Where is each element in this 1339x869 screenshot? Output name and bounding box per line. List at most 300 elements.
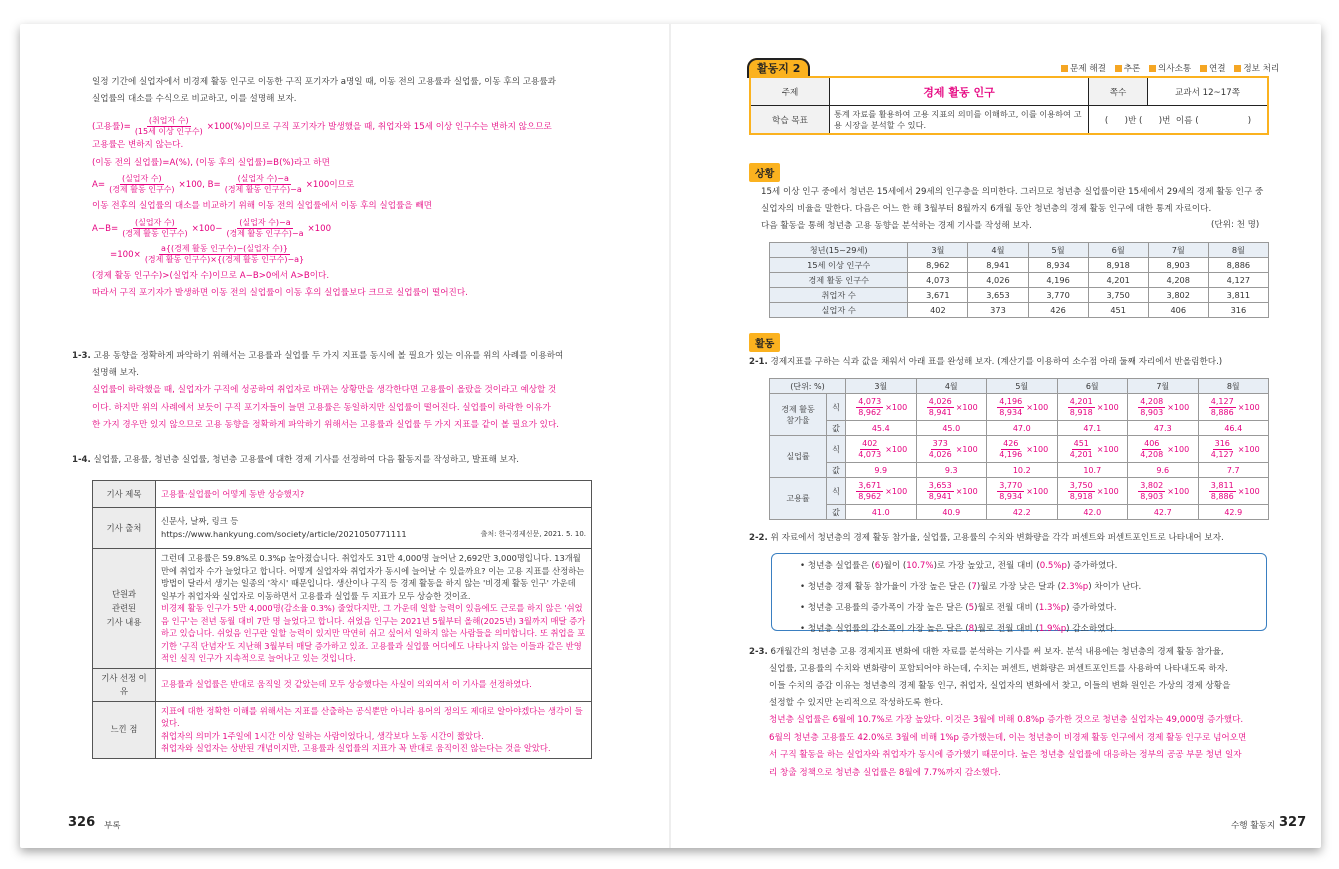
value-label: 값 bbox=[827, 421, 846, 436]
summary-line bbox=[800, 619, 1266, 640]
fraction bbox=[1209, 439, 1236, 460]
summary-text: • 청년층 실업률의 감소폭이 가장 높은 달은 ( bbox=[800, 624, 969, 634]
table-cell: 4,127 bbox=[1208, 273, 1268, 288]
question-text: 경제지표를 구하는 식과 값을 채워서 아래 표를 완성해 보자. (계산기를 이용하여 소수점 아래 둘째 자리에서 반올림한다.) bbox=[770, 357, 1223, 367]
article-content-cell bbox=[156, 549, 592, 669]
formula-label: 식 bbox=[827, 478, 846, 505]
answer-line-7 bbox=[92, 242, 652, 268]
summary-answer: 6 bbox=[874, 561, 881, 571]
section-tag: 상황 bbox=[749, 163, 780, 182]
column-header: 8월 bbox=[1198, 379, 1269, 394]
skill-marker-icon bbox=[1149, 65, 1156, 72]
multiplier: ×100 bbox=[1237, 402, 1260, 412]
fraction bbox=[1068, 397, 1095, 418]
column-header: 6월 bbox=[1057, 379, 1128, 394]
page-number: 327 bbox=[1279, 815, 1307, 830]
skill-marker-icon bbox=[1200, 65, 1207, 72]
numerator: 4,026 bbox=[928, 396, 952, 406]
column-header: 7월 bbox=[1128, 379, 1199, 394]
table-cell: 8,934 bbox=[1028, 258, 1088, 273]
table-cell: 3,671 bbox=[908, 288, 968, 303]
value-cell: 42.0 bbox=[1057, 505, 1128, 520]
summary-text: )월로 전월 대비 ( bbox=[974, 603, 1039, 613]
denominator: (경제 활동 인구수) bbox=[122, 228, 188, 238]
row-header: 기사 선정 이유 bbox=[93, 668, 156, 701]
row-header: 느낀 점 bbox=[93, 701, 156, 758]
formula-cell bbox=[916, 436, 987, 463]
summary-answer: 10.7% bbox=[906, 561, 934, 571]
answer-line-6 bbox=[92, 216, 652, 242]
table-row bbox=[93, 668, 592, 701]
value-label: 값 bbox=[827, 505, 846, 520]
column-header: 3월 bbox=[846, 379, 917, 394]
article-reason-value: 고용률과 실업률은 반대로 움직일 것 같았는데 모두 상승했다는 사실이 의외여서 이 기사를 선정하였다. bbox=[156, 668, 592, 701]
denominator: 4,201 bbox=[1069, 449, 1093, 459]
value-cell: 47.0 bbox=[987, 421, 1058, 436]
value-cell: 9.3 bbox=[916, 463, 987, 478]
multiplier: ×100 bbox=[885, 486, 908, 496]
answer-line: 서 구직 활동을 하는 실업자와 취업자가 동시에 증가했기 때문이다. 높은 청년층 실업률에 대응하는 정부의 공공 부문 청년 일자 bbox=[769, 750, 1242, 760]
numerator: 451 bbox=[1073, 438, 1089, 448]
numerator: 373 bbox=[932, 438, 948, 448]
summary-text: )로 가장 높았고, 전월 대비 ( bbox=[933, 561, 1040, 571]
question-1-3 bbox=[72, 348, 652, 435]
fraction bbox=[1138, 481, 1165, 502]
indicator-name: 고용률 bbox=[770, 478, 827, 520]
summary-text: ) 차이가 난다. bbox=[1088, 582, 1142, 592]
left-page bbox=[20, 24, 670, 848]
denominator: (15세 이상 인구수) bbox=[134, 127, 203, 136]
table-row bbox=[93, 549, 592, 669]
fraction bbox=[223, 174, 304, 195]
question-text: 고용 동향을 정확하게 파악하기 위해서는 고용률과 실업률 두 가지 지표를 동시에 볼 필요가 있는 이유를 위의 사례를 이용하여 bbox=[93, 351, 564, 361]
text: A−B= bbox=[92, 223, 119, 234]
numerator: (실업자 수) bbox=[135, 217, 175, 227]
summary-line bbox=[800, 577, 1266, 598]
formula-cell bbox=[846, 436, 917, 463]
multiplier: ×100 bbox=[885, 402, 908, 412]
summary-answer: 1.3%p bbox=[1038, 603, 1067, 613]
table-cell: 3,750 bbox=[1088, 288, 1148, 303]
youth-data-table bbox=[769, 242, 1269, 318]
answer-line-4 bbox=[92, 172, 652, 198]
numerator: (실업자 수) bbox=[121, 174, 162, 183]
denominator: (경제 활동 인구수)−a bbox=[226, 228, 304, 238]
question-number: 2-3. bbox=[749, 647, 768, 657]
summary-line bbox=[800, 598, 1266, 619]
skill-label: 문제 해결 bbox=[1070, 64, 1106, 74]
numerator: 3,811 bbox=[1210, 480, 1234, 490]
fraction bbox=[107, 174, 176, 195]
summary-text: • 청년층 경제 활동 참가율이 가장 높은 달은 ( bbox=[800, 582, 972, 592]
fraction bbox=[1209, 481, 1236, 502]
summary-text: )월이 ( bbox=[880, 561, 907, 571]
multiplier: ×100 bbox=[1026, 402, 1049, 412]
fraction bbox=[1209, 397, 1236, 418]
fraction bbox=[1068, 481, 1095, 502]
numerator: (실업자 수)−a bbox=[239, 217, 291, 227]
worksheet-badge: 활동지 2 bbox=[747, 58, 810, 78]
article-worksheet-table bbox=[92, 480, 592, 759]
denominator: 4,127 bbox=[1210, 449, 1234, 459]
value-cell: 9.9 bbox=[846, 463, 917, 478]
text-line: 15세 이상 인구 중에서 청년은 15세에서 29세의 인구층을 의미한다. 그러므로 청년층 실업률이란 15세에서 29세의 경제 활동 인구 중 bbox=[761, 187, 1264, 197]
formula-cell bbox=[987, 478, 1058, 505]
denominator: 4,196 bbox=[999, 449, 1023, 459]
table-cell: 3,770 bbox=[1028, 288, 1088, 303]
denominator: 4,026 bbox=[928, 449, 952, 459]
formula-cell bbox=[1057, 478, 1128, 505]
formula-cell bbox=[987, 436, 1058, 463]
skill-label: 연결 bbox=[1208, 64, 1226, 74]
indicator-calc-table bbox=[769, 378, 1269, 520]
section-tag: 활동 bbox=[749, 333, 780, 352]
text: (고용률)= bbox=[92, 122, 131, 132]
table-cell: 4,201 bbox=[1088, 273, 1148, 288]
row-header: 경제 활동 인구수 bbox=[770, 273, 908, 288]
fraction bbox=[927, 481, 954, 502]
fraction bbox=[1138, 397, 1165, 418]
value-cell: 45.0 bbox=[916, 421, 987, 436]
text: ×100(%)이므로 구직 포기자가 발생했을 때, 취업자와 15세 이상 인구수는 변하지 않으므로 bbox=[206, 122, 552, 132]
fraction bbox=[120, 218, 189, 239]
column-header: 7월 bbox=[1148, 243, 1208, 258]
formula-cell bbox=[987, 394, 1058, 421]
source-url: https://www.hankyung.com/society/article/2021050771111 bbox=[161, 529, 407, 539]
feel-line: 취업자의 의미가 1주일에 1시간 이상 일하는 사람이었다니, 생각보다 노동 시간이 짧았다. bbox=[161, 730, 484, 741]
numerator: (취업자 수) bbox=[148, 116, 189, 125]
formula-cell bbox=[916, 394, 987, 421]
text: ×100이므로 bbox=[305, 180, 355, 190]
fraction bbox=[1068, 439, 1095, 460]
value-cell: 40.9 bbox=[916, 505, 987, 520]
row-header: 기사 출처 bbox=[93, 508, 156, 549]
table-cell: 4,196 bbox=[1028, 273, 1088, 288]
answer-line-8: (경제 활동 인구수)>(실업자 수)이므로 A−B>0에서 A>B이다. bbox=[92, 270, 330, 281]
multiplier: ×100 bbox=[1026, 444, 1049, 454]
table-cell: 316 bbox=[1208, 303, 1268, 318]
table-cell: 8,886 bbox=[1208, 258, 1268, 273]
multiplier: ×100 bbox=[1237, 486, 1260, 496]
answer-line: 실업률이 하락했을 때, 실업자가 구직에 성공하여 취업자로 바뀌는 상황만을 생각한다면 고용률이 올랐을 것이라고 예상할 것 bbox=[92, 385, 557, 395]
denominator: 8,934 bbox=[999, 407, 1023, 417]
table-cell: 451 bbox=[1088, 303, 1148, 318]
denominator: 8,934 bbox=[999, 491, 1023, 501]
numerator: (실업자 수)−a bbox=[237, 174, 289, 183]
question-text: 실업률, 고용률의 수치와 변화량이 포함되어야 하는데, 수치는 퍼센트, 변화량은 퍼센트포인트를 사용하여 나타내도록 하자. bbox=[769, 664, 1228, 674]
denominator: 8,962 bbox=[858, 407, 882, 417]
fraction bbox=[997, 481, 1024, 502]
multiplier: ×100 bbox=[955, 486, 978, 496]
question-number: 1-3. bbox=[72, 351, 91, 361]
row-header: 취업자 수 bbox=[770, 288, 908, 303]
summary-text: ) 증가하였다. bbox=[1066, 561, 1118, 571]
intro-line: 실업률의 대소를 수식으로 비교하고, 이를 설명해 보자. bbox=[92, 94, 297, 104]
table-cell: 3,653 bbox=[968, 288, 1028, 303]
fraction bbox=[856, 439, 883, 460]
column-header: 8월 bbox=[1208, 243, 1268, 258]
answer-line: 청년층 실업률은 6월에 10.7%로 가장 높았다. 이것은 3월에 비해 0.8%p 증가한 것으로 청년층 실업자는 49,000명 증가했다. bbox=[769, 715, 1244, 725]
text: ×100− bbox=[191, 223, 223, 234]
article-feel-cell bbox=[156, 701, 592, 758]
value-cell: 42.2 bbox=[987, 505, 1058, 520]
column-header: 청년(15~29세) bbox=[770, 243, 908, 258]
question-2-3 bbox=[749, 644, 1294, 782]
summary-text: )월로 전월 대비 ( bbox=[974, 624, 1039, 634]
column-header: 5월 bbox=[1028, 243, 1088, 258]
value-cell: 47.3 bbox=[1128, 421, 1199, 436]
denominator: 4,073 bbox=[858, 449, 882, 459]
multiplier: ×100 bbox=[885, 444, 908, 454]
question-text: 6개월간의 청년층 고용 경제지표 변화에 대한 자료를 분석하는 기사를 써 보자. 분석 내용에는 청년층의 경제 활동 참가율, bbox=[770, 647, 1224, 657]
value-cell: 42.7 bbox=[1128, 505, 1199, 520]
summary-text: ) 증가하였다. bbox=[1066, 603, 1117, 613]
situation-text bbox=[761, 184, 1281, 235]
value-cell: 10.2 bbox=[987, 463, 1058, 478]
fraction bbox=[997, 397, 1024, 418]
source-hint: 신문사, 날짜, 링크 등 bbox=[161, 516, 239, 526]
value-cell: 47.1 bbox=[1057, 421, 1128, 436]
table-row bbox=[750, 77, 1268, 106]
summary-answer: 0.5%p bbox=[1039, 561, 1067, 571]
denominator: 8,941 bbox=[928, 491, 952, 501]
skill-label: 의사소통 bbox=[1158, 64, 1192, 74]
question-2-1 bbox=[749, 354, 1289, 371]
row-header: 단원과 관련된 기사 내용 bbox=[93, 549, 156, 669]
formula-cell bbox=[916, 478, 987, 505]
answer-line-9: 따라서 구직 포기자가 발생하면 이동 전의 실업률이 이동 후의 실업률보다 크므로 실업률이 떨어진다. bbox=[92, 288, 468, 298]
value-cell: 42.9 bbox=[1198, 505, 1269, 520]
table-cell: 406 bbox=[1148, 303, 1208, 318]
article-content-highlight: 비경제 활동 인구가 5만 4,000명(감소율 0.3%) 줄었다지만, 그 가운데 일할 능력이 있음에도 근로를 하지 않은 '쉬었음 인구'는 전년 동월 대비 7만 명 늘었다고 합니다. 쉬었음 인구는 2021년 5월부터 올해(2025년) 3월까지 매달 증가하고 있습니다. 쉬었음 인구란 일할 능력이 있지만 막연히 쉬고 싶어서 일하지 않는 사람들을 의미합니다. 또 취업을 포기한 '구직 단념자'도 지난해 3월부터 매달 증가하고 있죠. 고용률과 실업률 어디에도 나타나지 않는 이들과 같은 반영적인 실직 인구가 지속적으로 늘어나고 있는 것입니다. bbox=[161, 603, 586, 663]
formula-cell bbox=[846, 478, 917, 505]
indicator-name: 실업률 bbox=[770, 436, 827, 478]
feel-line: 지표에 대한 정확한 이해를 위해서는 지표를 산출하는 공식뿐만 아니라 용어의 정의도 제대로 알아야겠다는 생각이 들었다. bbox=[161, 705, 583, 728]
fraction bbox=[143, 244, 306, 265]
goal-label: 학습 목표 bbox=[750, 106, 830, 135]
formula-cell bbox=[1198, 478, 1269, 505]
column-header: 3월 bbox=[908, 243, 968, 258]
unit-note: (단위: 천 명) bbox=[1211, 220, 1260, 230]
numerator: 406 bbox=[1144, 438, 1160, 448]
answer-line-5: 이동 전후의 실업률의 대소를 비교하기 위해 이동 전의 실업률에서 이동 후의 실업률을 빼면 bbox=[92, 201, 432, 211]
table-row bbox=[93, 701, 592, 758]
formula-cell bbox=[846, 394, 917, 421]
table-cell: 373 bbox=[968, 303, 1028, 318]
answer-line: 리 창출 정책으로 청년층 실업률은 8월에 7.7%까지 감소했다. bbox=[769, 767, 1001, 778]
table-row bbox=[93, 508, 592, 549]
page-section: 부록 bbox=[104, 821, 121, 831]
column-header: 6월 bbox=[1088, 243, 1148, 258]
summary-text: • 청년층 고용률의 증가폭이 가장 높은 달은 ( bbox=[800, 603, 969, 613]
page-number: 326 bbox=[68, 815, 96, 830]
numerator: 3,770 bbox=[999, 480, 1023, 490]
value-label: 값 bbox=[827, 463, 846, 478]
answer-line: 이다. 하지만 위의 사례에서 보듯이 구직 포기자들이 늘면 고용률은 동일하지만 실업률이 떨어진다. 실업률이 하락한 이유가 bbox=[92, 402, 551, 413]
table-row bbox=[770, 303, 1269, 318]
question-text: 설명해 보자. bbox=[92, 368, 139, 378]
answer-block bbox=[92, 116, 652, 303]
article-source-cell bbox=[156, 508, 592, 549]
multiplier: ×100 bbox=[1167, 486, 1190, 496]
denominator: 8,903 bbox=[1140, 407, 1164, 417]
question-2-2 bbox=[749, 530, 1289, 547]
denominator: 8,918 bbox=[1069, 407, 1093, 417]
formula-cell bbox=[1057, 394, 1128, 421]
table-cell: 3,802 bbox=[1148, 288, 1208, 303]
summary-text: ) 감소하였다. bbox=[1066, 624, 1117, 634]
multiplier: ×100 bbox=[1096, 486, 1119, 496]
multiplier: ×100 bbox=[1026, 486, 1049, 496]
denominator: (경제 활동 인구수) bbox=[109, 185, 175, 194]
formula-cell bbox=[1128, 436, 1199, 463]
numerator: 3,750 bbox=[1069, 480, 1093, 490]
text: ×100 bbox=[307, 223, 332, 234]
fraction bbox=[224, 218, 305, 239]
answer-line-2: 고용률은 변하지 않는다. bbox=[92, 140, 184, 150]
text-line: 다음 활동을 통해 청년층 고용 동향을 분석하는 경제 기사를 작성해 보자. bbox=[761, 221, 1032, 231]
student-info: ( )반 ( )번 이름 ( ) bbox=[1089, 106, 1269, 135]
formula-row bbox=[770, 436, 1269, 463]
text-line: 실업자의 비율을 말한다. 다음은 어느 한 해 3월부터 8월까지 6개월 동안 청년층의 경제 활동 인구에 대한 통계 자료이다. bbox=[761, 204, 1212, 214]
table-cell: 4,073 bbox=[908, 273, 968, 288]
multiplier: ×100 bbox=[1096, 402, 1119, 412]
question-text: 위 자료에서 청년층의 경제 활동 참가율, 실업률, 고용률의 수치와 변화량을 각각 퍼센트와 퍼센트포인트로 나타내어 보자. bbox=[770, 533, 1224, 543]
multiplier: ×100 bbox=[1096, 444, 1119, 454]
denominator: 8,886 bbox=[1210, 491, 1234, 501]
fraction bbox=[927, 397, 954, 418]
formula-row bbox=[770, 478, 1269, 505]
value-cell: 41.0 bbox=[846, 505, 917, 520]
multiplier: ×100 bbox=[1167, 444, 1190, 454]
table-header-row bbox=[770, 243, 1269, 258]
value-cell: 10.7 bbox=[1057, 463, 1128, 478]
summary-answer: 8 bbox=[968, 624, 975, 634]
answer-line-1 bbox=[92, 116, 652, 137]
denominator: 8,903 bbox=[1140, 491, 1164, 501]
row-header: 기사 제목 bbox=[93, 481, 156, 508]
numerator: 3,671 bbox=[858, 480, 882, 490]
column-header: 4월 bbox=[916, 379, 987, 394]
worksheet-header-table bbox=[749, 76, 1269, 135]
feel-line: 취업자와 실업자는 상반된 개념이지만, 고용률과 실업률의 지표가 꼭 반대로 움직이진 않는다는 것을 알았다. bbox=[161, 743, 551, 753]
denominator: (경제 활동 인구수)×{(경제 활동 인구수)−a} bbox=[144, 254, 305, 264]
denominator: 4,208 bbox=[1140, 449, 1164, 459]
question-text: 설정할 수 있지만 논리적으로 작성하도록 한다. bbox=[769, 698, 944, 708]
activity-label bbox=[749, 332, 780, 352]
row-header: 실업자 수 bbox=[770, 303, 908, 318]
table-cell: 8,903 bbox=[1148, 258, 1208, 273]
question-text: 이들 수치의 증감 이유는 청년층의 경제 활동 인구, 취업자, 실업자의 변화에서 찾고, 이들의 변화 원인은 가상의 경제 상황을 bbox=[769, 681, 1231, 691]
answer-line: 한 가지 경우만 있지 않으므로 고용 동향을 정확하게 파악하기 위해서는 고용률과 실업률 두 가지 지표를 같이 볼 필요가 있다. bbox=[92, 420, 559, 430]
pages-value: 교과서 12~17쪽 bbox=[1148, 77, 1269, 106]
formula-cell bbox=[1128, 478, 1199, 505]
summary-answer: 2.3%p bbox=[1060, 582, 1089, 592]
answer-line: 6월의 청년층 고용률도 42.0%로 3월에 비해 1%p 증가했는데, 이는 청년층이 비경제 활동 인구에서 경제 활동 인구로 넘어오면 bbox=[769, 732, 1247, 743]
table-cell: 3,811 bbox=[1208, 288, 1268, 303]
summary-answer: 1.9%p bbox=[1038, 624, 1067, 634]
formula-label: 식 bbox=[827, 394, 846, 421]
fraction bbox=[856, 481, 883, 502]
goal-value: 통계 자료를 활용하여 고용 지표의 의미를 이해하고, 이를 이용하여 고용 시장을 분석할 수 있다. bbox=[830, 106, 1089, 135]
table-row bbox=[770, 273, 1269, 288]
multiplier: ×100 bbox=[955, 402, 978, 412]
numerator: 316 bbox=[1214, 438, 1230, 448]
numerator: 3,802 bbox=[1140, 480, 1164, 490]
numerator: a{(경제 활동 인구수)−(실업자 수)} bbox=[161, 243, 288, 253]
denominator: 8,941 bbox=[928, 407, 952, 417]
summary-line bbox=[800, 556, 1266, 577]
skills-legend bbox=[1055, 62, 1279, 74]
formula-cell bbox=[1128, 394, 1199, 421]
text: =100× bbox=[110, 249, 141, 260]
question-1-4 bbox=[72, 452, 652, 469]
table-cell: 8,941 bbox=[968, 258, 1028, 273]
value-cell: 45.4 bbox=[846, 421, 917, 436]
question-text: 실업률, 고용률, 청년층 실업률, 청년층 고용률에 대한 경제 기사를 선정하여 다음 활동지를 작성하고, 발표해 보자. bbox=[93, 455, 520, 465]
skill-marker-icon bbox=[1115, 65, 1122, 72]
table-row bbox=[750, 106, 1268, 135]
value-row bbox=[770, 505, 1269, 520]
table-cell: 8,918 bbox=[1088, 258, 1148, 273]
topic-label: 주제 bbox=[750, 77, 830, 106]
value-cell: 7.7 bbox=[1198, 463, 1269, 478]
question-number: 1-4. bbox=[72, 455, 91, 465]
table-cell: 426 bbox=[1028, 303, 1088, 318]
answer-line-3: (이동 전의 실업률)=A(%), (이동 후의 실업률)=B(%)라고 하면 bbox=[92, 157, 330, 168]
numerator: 4,201 bbox=[1069, 396, 1093, 406]
multiplier: ×100 bbox=[1167, 402, 1190, 412]
table-cell: 402 bbox=[908, 303, 968, 318]
question-number: 2-1. bbox=[749, 357, 768, 367]
article-content-text: 그런데 고용률은 59.8%로 0.3%p 높아졌습니다. 취업자도 31만 4,000명 늘어난 2,692만 3,000명입니다. 13개월 만에 취업자 수가 늘었다고 합니다. 어떻게 실업자와 취업자가 동시에 늘어날 수 있을까요? 이는 고용 지표를 산정하는 방법이 달라서 생기는 일종의 '착시' 때문입니다. 생산이나 구직 등 경제 활동을 하지 않는 '비경제 활동 인구' 가운데 일부가 취업자와 실업자로 이동하면서 고용률과 실업률 두 지표가 모두 상승한 것이죠. bbox=[161, 553, 585, 601]
skill-marker-icon bbox=[1234, 65, 1241, 72]
table-cell: 4,208 bbox=[1148, 273, 1208, 288]
summary-box bbox=[771, 553, 1267, 634]
indicator-name: 경제 활동 참가율 bbox=[770, 394, 827, 436]
table-cell: 8,962 bbox=[908, 258, 968, 273]
fraction bbox=[856, 397, 883, 418]
column-header: (단위: %) bbox=[770, 379, 846, 394]
formula-row bbox=[770, 394, 1269, 421]
summary-answer: 7 bbox=[971, 582, 977, 592]
table-row bbox=[770, 288, 1269, 303]
column-header: 4월 bbox=[968, 243, 1028, 258]
formula-cell bbox=[1198, 436, 1269, 463]
numerator: 3,653 bbox=[928, 480, 952, 490]
numerator: 4,196 bbox=[999, 396, 1023, 406]
fraction bbox=[927, 439, 954, 460]
multiplier: ×100 bbox=[955, 444, 978, 454]
article-title-value: 고용률·실업률이 어떻게 동반 상승했지? bbox=[156, 481, 592, 508]
summary-text: )월로 가장 낮은 달과 ( bbox=[976, 582, 1061, 592]
formula-cell bbox=[1057, 436, 1128, 463]
value-row bbox=[770, 421, 1269, 436]
table-row bbox=[93, 481, 592, 508]
table-row bbox=[770, 258, 1269, 273]
multiplier: ×100 bbox=[1237, 444, 1260, 454]
numerator: 402 bbox=[862, 438, 878, 448]
fraction bbox=[997, 439, 1024, 460]
right-page bbox=[671, 24, 1321, 848]
denominator: (경제 활동 인구수)−a bbox=[224, 185, 302, 194]
skill-label: 추론 bbox=[1123, 64, 1141, 74]
skill-label: 정보 처리 bbox=[1243, 64, 1280, 74]
numerator: 4,127 bbox=[1210, 396, 1234, 406]
page-section: 수행 활동지 bbox=[1231, 821, 1276, 831]
text: ×100, B= bbox=[178, 180, 221, 190]
situation-label bbox=[749, 162, 780, 182]
